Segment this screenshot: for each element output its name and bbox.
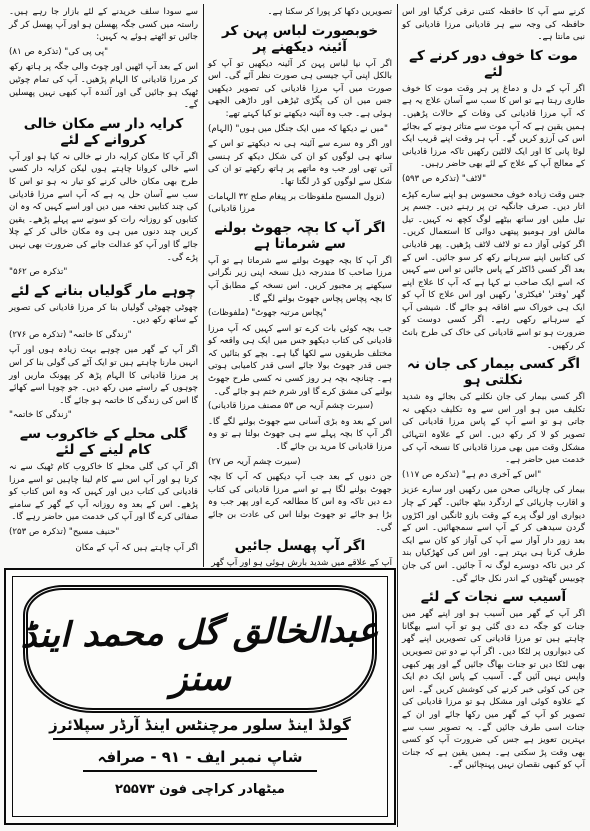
paragraph: جب بچہ کوئی بات کرے تو اسے کہیں کہ آپ مرزا قادیانی کی کتاب دیکھو جس میں ایک ہی واقعہ کو مختلف طریقوں سے لکھا گیا ہے۔ بچے کو بتائیں کہ جس قدر جھوٹ بولا جائے اسی قدر کامیابی ہوتی ہے۔ چنانچہ بچہ ہر روز کسی نہ کسی طرح جھوٹ بولنے کی مشق کرے گا اور شرم ختم ہو جائے گی۔ — [208, 323, 392, 397]
paragraph: تصویریں دکھا کر پورا کر سکتا ہے۔ — [267, 7, 392, 17]
paragraph: بیمار کی چارپائی صحن میں رکھیں اور سارے عزیز و اقارب چارپائی کے اردگرد بیٹھ جائیں۔ گھر کے چار دیواری اور لوگ پرے کے وقت بازو ٹانگیں اور اکڑوں گردن سیدھی کر کے آپ اسے سمجھائیں۔ اس کے بعد زور دار آواز سے آپ کی آواز کو کان سے ایک طرف کرنا ہی بہتر ہے۔ اور اس کی کھڑکیاں بند کر دیں تاکہ دوسرے لوگ نہ آ جائیں۔ اس کی جان چوبیس گھنٹوں کے اندر نکل جائے گی۔ — [402, 485, 585, 584]
advertisement-frame — [12, 576, 388, 817]
section-heading: گلی محلے کے خاکروب سے کام لینے کے لئے — [19, 426, 188, 459]
paragraph: آپ کے علاقے میں شدید بارش ہوئی ہو اور آپ گھر — [211, 558, 392, 569]
paragraph: چھوٹی چھوٹی گولیاں بنا کر مرزا قادیانی کی تصویر کے ساتھ رکھ دیں۔ — [9, 302, 198, 326]
paragraph: اگر آپ کی گلی محلے کا خاکروب کام ٹھیک سے نہ کرتا ہو اور آپ اس سے کام لینا چاہیں تو اسے مرزا قادیانی کی کتاب دیں اور کہیں کہ وہ اس کتاب کو پڑھے۔ اس کے بعد وہ روزانہ آپ کے گھر کے سامنے صفائی کرے گا اور آپ کی خدمت میں حاضر رہے گا۔ — [9, 462, 198, 523]
citation: "تذکرہ ص ۵۶۲" — [9, 267, 68, 278]
left-column — [4, 6, 203, 570]
citation: "حنیف مسیح" (تذکرہ ص ۲۵۳) — [9, 527, 120, 537]
section-heading: چوہے مار گولیاں بنانے کے لئے — [10, 282, 197, 299]
paragraph: اگر آپ کا مکان کرایہ دار نے خالی نہ کیا ہو اور آپ اسے خالی کروانا چاہتے ہوں لیکن کرایہ دار کسی طرح بھی مکان خالی کرنے کو تیار نہ ہو تو اس کا سب سے آسان حل یہ ہے کہ آپ اسے مرزا قادیانی کی چند کتابیں تحفہ میں دیں اور اسے کہیں کہ وہ ان کتابوں کو روزانہ رات کو سونے سے پہلے پڑھے۔ یقین کریں چند دنوں میں ہی وہ مکان خالی کر کے چلا جائے گا اور آپ کو عدالت جانے کی ضرورت بھی نہیں پڑے گی۔ — [9, 151, 198, 263]
paragraph: اگر کسی بیمار کی جان نکلنے کی بجائے وہ شدید تکلیف میں ہو اور اس سے وہ تکلیف دیکھی نہ جاتی ہو تو اسے آپ کے پاس مرزا قادیانی کی تصویر کو لا کر رکھ دیں۔ اس کے علاوہ انتہائی مشکل وقت میں بھی مرزا قادیانی کا نسخہ آپ کی خدمت میں حاضر ہے۔ — [402, 392, 585, 466]
citation: "اس کے آخری دم ہے" (تذکرہ ص ۱۱۷) — [402, 469, 542, 480]
paragraph: اس کے بعد وہ بڑی آسانی سے جھوٹ بولنے لگے گا۔ اگر آپ کا بچہ پہلے سے ہی جھوٹ بولتا ہے تو وہ مرزا قادیانی کا مرید بن جائے گا۔ — [208, 416, 392, 453]
divider — [53, 738, 347, 740]
section-heading: اگر کسی بیمار کی جان نہ نکلتی ہو — [407, 356, 580, 389]
advertisement-address: شاپ نمبر ایف - ۹۱ - صرافہ — [97, 748, 303, 766]
citation: "میں نے دیکھا کہ میں ایک جنگل میں ہوں" (الہام) — [208, 123, 388, 134]
section-heading: آسیب سے نجات کے لئے — [420, 589, 567, 606]
divider — [83, 770, 317, 772]
advertisement-subtitle: گولڈ اینڈ سلور مرچنٹس اینڈ آرڈر سپلائرز — [49, 716, 351, 734]
paragraph: کرنے سے آپ کا حافظہ کتنی ترقی کرگیا اور اس حافظہ کی وجہ سے ہر قادیانی مرزا قادیانی کو نبی مانتا ہے۔ — [402, 7, 585, 43]
citation: "لاٹف" (تذکرہ ص ۵۹۳) — [402, 173, 487, 184]
citation: (سیرت چشم آریہ ص ۲۷) — [208, 456, 301, 467]
citation: "پی پی کی" (تذکرہ ص ۸۱) — [9, 46, 109, 57]
paragraph: اس کے بعد آپ اٹھیں اور چوٹ والی جگہ پر ہاتھ رکھ کر مرزا قادیانی کا الہام پڑھیں۔ آپ کی تمام چوٹیں ٹھیک ہو جائیں گی اور آئندہ آپ کبھی نہیں پھسلیں گے۔ — [9, 62, 198, 111]
citation: "زندگی کا خاتمہ" — [9, 410, 72, 421]
paragraph: اگر آپ چاہتے ہیں کہ آپ کے مکان — [75, 542, 198, 553]
advertisement-title-frame — [20, 585, 380, 713]
section-heading: اگر آپ پھسل جائیں — [234, 538, 366, 555]
paragraph: اگر آپ نیا لباس پہن کر آئینہ دیکھیں تو آپ کو بالکل اپنی آپ جیسی ہی صورت نظر آئے گی۔ اس صورت میں آپ مرزا قادیانی کی تصویر دیکھیں جس میں ان کی پگڑی ٹیڑھی اور داڑھی الجھی ہوئی ہے۔ جب وہ آئینہ دیکھتے تو کیا کہتے تھے: — [208, 58, 392, 119]
paragraph: جس وقت زیادہ خوف محسوس ہو اپنے سارے کپڑے اتار دیں۔ صرف جانگیہ تن پر رہنے دیں۔ جسم پر تیل ملیں اور ساتھ بیٹھے لوگ کچھ نہ کہیں۔ تیل مالش اور ہومیو پیتھی دوائی کا استعمال کریں۔ اگر کوئی آواز دے تو لاٹف لاٹف پڑھیں۔ پھر قادیانی کی کتابیں اپنے سرہانے رکھ کر سو جائیں۔ اس کے بعد اگر کسی ڈاکٹر کے پاس جائیں تو اس سے کہیں کہ اسے ایک صاحب نے کہا ہے کہ آپ کا علاج اپنے گھر 'وفتر' 'فیکٹری' رکھیں اور اس علاج کا آپ کو ایک ہی خوراک سے افاقہ ہو جائے گا۔ شیشی آپ کے سرہانے رکھی رہے۔ اگر کسی دوست کو ضرورت ہو تو اسے قادیانی کی خاک کی طرح بانٹ کر رکھیں۔ — [402, 189, 585, 351]
paragraph: اگر آپ کے گھر میں چوہے بہت زیادہ ہوں اور آپ انہیں مارنا چاہتے ہیں تو ایک آٹے کی گولی بنا کر اس پر مرزا قادیانی کا الہام پڑھ کر پھونک ماریں اور چوہوں کے راستے میں رکھ دیں۔ جو چوہا اسے کھائے گا اس کی زندگی کا خاتمہ ہو جائے گا۔ — [9, 345, 198, 406]
section-heading: موت کا خوف دور کرنے کے لئے — [409, 47, 578, 80]
right-column — [397, 6, 590, 831]
citation: "زندگی کا خاتمہ" (تذکرہ ص ۲۷۶) — [9, 329, 132, 340]
paragraph: اگر آپ کے گھر میں آسیب ہو اور اپنے گھر میں جنات کو جگہ دے دی گئی ہو تو آپ اسے بھگانا چاہتے ہیں تو مرزا قادیانی کی تصویریں اپنے گھر کی دیواروں پر لٹکا دیں۔ اگر آپ نے دو تین تصویریں بھی لٹکا دیں تو جنات بھاگ جائیں گے اور پھر کبھی واپس نہیں آئیں گے۔ آسیب کے پاس ایک دم ایک جن کی کوئی خبر کرنے کی کوشش کریں گے۔ اس کے علاوہ کوئی اور مشکل ہو تو مرزا قادیانی کی تصویر کو آپ کے گھر میں رکھا جائے اور ان کے جنات اسی طرف جائیں گے۔ یہ تصویر سب سے بہترین تعویز ہے جس کی ضرورت آپ کو کسی بھی وقت پڑ سکتی ہے۔ ہمیں یقین ہے کہ جنات آپ کو کبھی نقصان نہیں پہنچائیں گے۔ — [402, 609, 585, 771]
section-heading: کرایہ دار سے مکان خالی کروانے کے لئے — [23, 115, 184, 148]
section-heading: اگر آپ کا بچہ جھوٹ بولنے سے شرماتا ہے — [214, 219, 386, 252]
citation: (سیرت چشم آریہ ص ۵۳ مصنف مرزا قادیانی) — [208, 401, 374, 412]
advertisement-contact: میٹھادر کراچی فون ۲۵۵۷۳ — [115, 782, 285, 797]
paragraph: جن دنوں کے بعد جب آپ دیکھیں کہ آپ کا بچہ جھوٹ بولنے لگا ہے تو اسے مرزا قادیانی کی کتاب دے دیں تاکہ وہ اس کا مطالعہ کرے اور پھر جب وہ بڑا ہو جائے تو جھوٹ بولنا اس کی عادت بن جائے گی۔ — [208, 472, 392, 533]
advertisement-title: عبدالخالق گل محمد اینڈ سنز — [20, 610, 380, 700]
middle-column — [203, 6, 397, 570]
advertisement-box — [4, 568, 396, 825]
paragraph: سے سودا سلف خریدنے کے لئے بازار جا رہے ہیں۔ راستہ میں کسی جگہ پھسلن ہو اور آپ پھسل کر گر جائیں تو اٹھتے ہوئے یہ کہیں: — [9, 7, 198, 43]
section-heading: خوبصورت لباس پہن کر آئینہ دیکھنے پر — [221, 22, 379, 55]
paragraph: اور اگر وہ سرے سے آئینہ ہی نہ دیکھتے تو اس کے ساتھ ہی لوگوں کو ان کی شکل دیکھ کر ہنسی آتی تھی اور جب وہ ماتھے پر ہاتھ رکھتے تو ان کی شکل سے لوگوں کو ڈر لگتا تھا۔ — [208, 139, 392, 187]
paragraph: اگر آپ کے دل و دماغ پر ہر وقت موت کا خوف طاری رہتا ہے تو اس کا سب سے آسان علاج یہ ہے کہ آپ مرزا قادیانی کی وفات کے حالات پڑھیں۔ ہمیں یقین ہے کہ آپ موت سے متاثر ہونے کے بجائے اس کی آرزو کریں گے۔ آپ ہر وقت اپنے قریب ایک لوٹا پانی کا اور ایک لالٹین رکھیں تاکہ مرزا قادیانی کے معالج آپ کے علاج کے لئے بھی حاضر رہیں۔ — [402, 83, 585, 170]
citation: (نزول المسیح ملفوظات بر پیغام صلح ۳۲ الہامات مرزا قادیانی) — [208, 191, 385, 215]
citation: "پچاس مرتبہ جھوٹ" (ملفوظات) — [208, 308, 327, 319]
paragraph: اگر آپ کا بچہ جھوٹ بولنے سے شرماتا ہے تو آپ مرزا صاحب کا مندرجہ ذیل نسخہ اپنی زیر نگرانی سیکھنے پر مجبور کریں۔ اس نسخہ کے مطابق آپ کا بچہ پچاس پچاس جھوٹ بولنے لگے گا۔ — [208, 255, 392, 304]
